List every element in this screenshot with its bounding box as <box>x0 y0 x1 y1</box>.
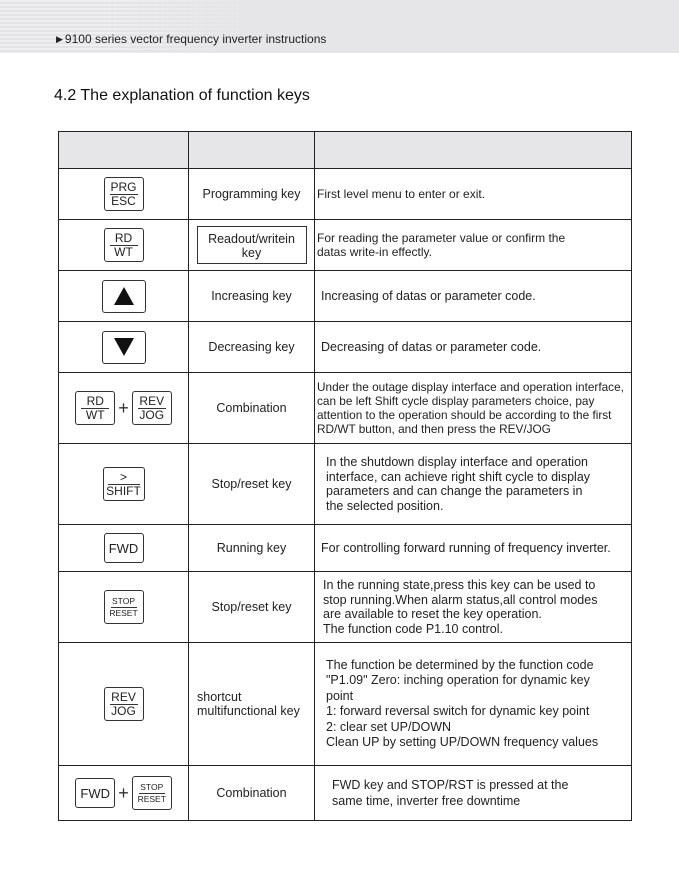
description-line: In the running state,press this key can be used to <box>323 578 596 592</box>
key-name: Increasing key <box>189 271 315 322</box>
fwd-key: FWD <box>75 778 115 808</box>
key-description <box>315 220 632 271</box>
key-name: Combination <box>189 766 315 821</box>
description-line: Increasing of datas or parameter code. <box>321 288 536 303</box>
name-line: key <box>241 246 262 260</box>
description-line: datas write-in effectly. <box>317 245 432 259</box>
key-top-label: STOP <box>112 595 135 606</box>
name-line: Readout/writein <box>208 232 295 246</box>
description-line: First level menu to enter or exit. <box>317 186 486 201</box>
key-name: Stop/reset key <box>189 572 315 643</box>
table-row <box>59 643 632 766</box>
description-line: Decreasing of datas or parameter code. <box>321 339 542 354</box>
key-description <box>315 766 632 821</box>
description-line: For reading the parameter value or confirm the <box>317 230 566 245</box>
key-cell <box>59 766 189 821</box>
table-header-row <box>59 132 632 169</box>
key-description <box>315 572 632 643</box>
description-line: RD/WT button, and then press the REV/JOG <box>317 422 551 436</box>
key-name: Decreasing key <box>189 322 315 373</box>
rd-wt-key <box>104 228 144 262</box>
description-line: 1: forward reversal switch for dynamic key point <box>326 704 590 718</box>
increase-key <box>102 280 146 313</box>
section-title: 4.2 The explanation of function keys <box>54 87 310 104</box>
rev-jog-key <box>132 391 172 425</box>
key-cell <box>59 572 189 643</box>
readout-name-box <box>197 226 307 264</box>
key-top-label: RD <box>110 232 138 246</box>
key-cell <box>59 373 189 444</box>
key-description <box>315 525 632 572</box>
description-line: same time, inverter free downtime <box>332 794 521 808</box>
description-line: 2: clear set UP/DOWN <box>326 719 452 734</box>
key-description <box>315 271 632 322</box>
description-line: can be left Shift cycle display parameters choice, pay <box>317 394 595 408</box>
decrease-key <box>102 331 146 364</box>
key-description <box>315 373 632 444</box>
description-line: The function code P1.10 control. <box>323 621 503 636</box>
description-line: For controlling forward running of frequency inverter. <box>321 540 611 555</box>
running-title <box>56 32 326 46</box>
key-cell <box>59 643 189 766</box>
key-bottom-label: ESC <box>111 193 136 208</box>
description-line: stop running.When alarm status,all control modes <box>323 592 598 607</box>
stop-reset-key <box>104 590 144 624</box>
description-line: the selected position. <box>326 498 444 513</box>
key-bottom-label: WT <box>85 407 105 422</box>
key-top-label: STOP <box>140 781 164 792</box>
triangle-up-icon <box>113 286 135 306</box>
key-bottom-label: JOG <box>111 703 136 718</box>
name-line: shortcut <box>197 690 242 704</box>
prg-esc-key <box>104 177 144 211</box>
key-description <box>315 322 632 373</box>
key-top-label: REV <box>139 393 165 408</box>
key-description <box>315 444 632 525</box>
key-bottom-label: RESET <box>137 793 166 804</box>
key-bottom-label: WT <box>114 244 133 259</box>
plus-sign: + <box>118 397 129 418</box>
table-row <box>59 572 632 643</box>
description-line: "P1.09" Zero: inching operation for dynamic key <box>326 673 590 687</box>
description-line: In the shutdown display interface and operation <box>326 455 588 469</box>
key-bottom-label: SHIFT <box>106 483 141 498</box>
key-cell <box>59 525 189 572</box>
key-top-label: RD <box>81 395 109 409</box>
table-row <box>59 766 632 821</box>
header-cell-description <box>315 132 632 169</box>
key-name: Combination <box>189 373 315 444</box>
rd-wt-key <box>75 391 115 425</box>
key-name: Programming key <box>189 169 315 220</box>
rev-jog-key <box>104 687 144 721</box>
key-name <box>189 220 315 271</box>
header-cell-name <box>189 132 315 169</box>
function-keys-table <box>58 131 632 821</box>
description-line: FWD key and STOP/RST is pressed at the <box>332 778 569 792</box>
table-row <box>59 373 632 444</box>
description-line: point <box>326 688 354 703</box>
table-row <box>59 169 632 220</box>
table-row <box>59 444 632 525</box>
key-top-label: PRG <box>110 179 137 194</box>
key-bottom-label: JOG <box>139 407 165 422</box>
page-header <box>0 0 679 53</box>
description-line: attention to the operation should be according to the first <box>317 408 612 422</box>
table-row <box>59 220 632 271</box>
key-cell <box>59 169 189 220</box>
table-row <box>59 322 632 373</box>
shift-key <box>103 467 145 501</box>
name-line: multifunctional key <box>197 704 300 718</box>
table-row <box>59 525 632 572</box>
triangle-down-icon <box>113 337 135 357</box>
running-title-text: 9100 series vector frequency inverter instructions <box>64 32 327 46</box>
description-line: interface, can achieve right shift cycle to display <box>326 469 591 484</box>
key-top-label: REV <box>111 689 136 704</box>
key-name: Stop/reset key <box>189 444 315 525</box>
triangle-right-icon: ▶ <box>56 33 63 44</box>
description-line: Under the outage display interface and operation interface, <box>317 380 624 394</box>
plus-sign: + <box>118 782 129 803</box>
stop-reset-key <box>132 776 172 810</box>
key-cell <box>59 444 189 525</box>
description-line: The function be determined by the function code <box>326 657 594 672</box>
key-cell <box>59 322 189 373</box>
key-cell <box>59 220 189 271</box>
key-cell <box>59 271 189 322</box>
key-description <box>315 169 632 220</box>
description-line: parameters and can change the parameters in <box>326 484 583 498</box>
key-description <box>315 643 632 766</box>
description-line: are available to reset the key operation. <box>323 607 542 621</box>
fwd-key: FWD <box>104 533 144 563</box>
key-name <box>189 643 315 766</box>
key-top-label: > <box>108 471 140 485</box>
header-cell-key <box>59 132 189 169</box>
key-name: Running key <box>189 525 315 572</box>
description-line: Clean UP by setting UP/DOWN frequency values <box>326 735 599 749</box>
table-row <box>59 271 632 322</box>
key-bottom-label: RESET <box>109 607 138 618</box>
